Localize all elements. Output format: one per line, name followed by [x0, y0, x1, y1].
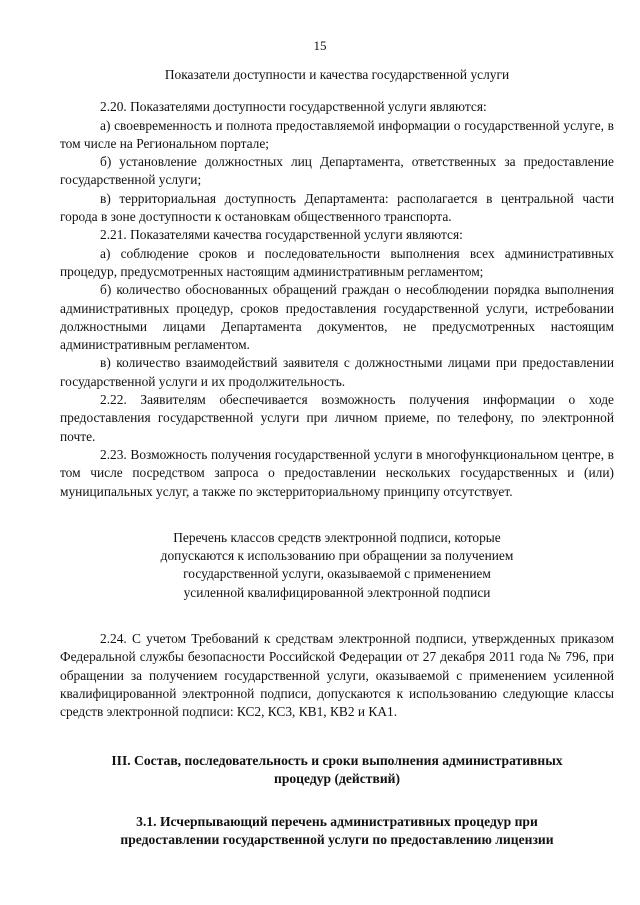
- subsection-title-line: 3.1. Исчерпывающий перечень административных процедур при: [136, 813, 538, 829]
- subheading-line: государственной услуги, оказываемой с применением: [183, 566, 491, 582]
- paragraph-2-20-a: а) своевременность и полнота предоставляемой информации о государственной услуге, в том числе на Региональном портале;: [60, 117, 614, 151]
- subsection-3-1-title: [60, 813, 614, 850]
- subheading-line: допускаются к использованию при обращении за получением: [160, 548, 514, 564]
- subheading-line: усиленной квалифицированной электронной подписи: [183, 584, 491, 600]
- paragraph-2-21: 2.21. Показателями качества государственной услуги являются:: [100, 227, 463, 243]
- paragraph-2-23: 2.23. Возможность получения государственной услуги в многофункциональном центре, в том числе посредством запроса о предоставлении нескольких государственных и (или) муниципальных услуг, а также по экстерриториальному принципу отсутствует.: [60, 446, 614, 499]
- page-number: 15: [313, 38, 327, 53]
- paragraph-2-21-a: а) соблюдение сроков и последовательности выполнения всех административных процедур, предусмотренных настоящим административным регламентом;: [60, 245, 614, 279]
- paragraph-2-20-c: в) территориальная доступность Департамента: располагается в центральной части города в зоне доступности к остановкам общественного транспорта.: [60, 190, 614, 225]
- document-body: [60, 66, 614, 850]
- subheading-line: Перечень классов средств электронной подписи, которые: [173, 529, 501, 545]
- paragraph-2-20-b: б) установление должностных лиц Департамента, ответственных за предоставление государственной услуги;: [60, 154, 614, 188]
- paragraph-2-20: 2.20. Показателями доступности государственной услуги являются:: [100, 99, 487, 115]
- section-title-line: процедур (действий): [273, 771, 401, 786]
- subsection-title-line: предоставлении государственной услуги по предоставлению лицензии: [120, 832, 554, 847]
- section-heading-availability: Показатели доступности и качества государственной услуги: [164, 67, 510, 82]
- paragraph-2-22: 2.22. Заявителям обеспечивается возможность получения информации о ходе предоставления государственной услуги при личном приеме, по телефону, по электронной почте.: [60, 392, 614, 444]
- signature-classes-heading: [60, 529, 614, 602]
- section-title-line: III. Состав, последовательность и сроки выполнения административных: [111, 752, 563, 768]
- paragraph-2-21-b: б) количество обоснованных обращений граждан о несоблюдении порядка выполнения административных процедур, сроков предоставления государственной услуги, истребовании должностными лицами Департамента документов, не предусмотренных настоящим административным регламентом.: [60, 282, 614, 353]
- paragraph-2-21-c: в) количество взаимодействий заявителя с должностными лицами при предоставлении государственной услуги и их продолжительность.: [60, 355, 614, 389]
- paragraph-2-24: 2.24. С учетом Требований к средствам электронной подписи, утвержденных приказом Федеральной службы безопасности Российской Федерации от 27 декабря 2011 года № 796, при обращении за получением государственной услуги, оказываемой с применением усиленной квалифицированной электронной подписи, допускаются к использованию следующие классы средств электронной подписи: КС2, КС3, КВ1, КВ2 и КА1.: [60, 631, 614, 720]
- section-iii-title: [60, 752, 614, 789]
